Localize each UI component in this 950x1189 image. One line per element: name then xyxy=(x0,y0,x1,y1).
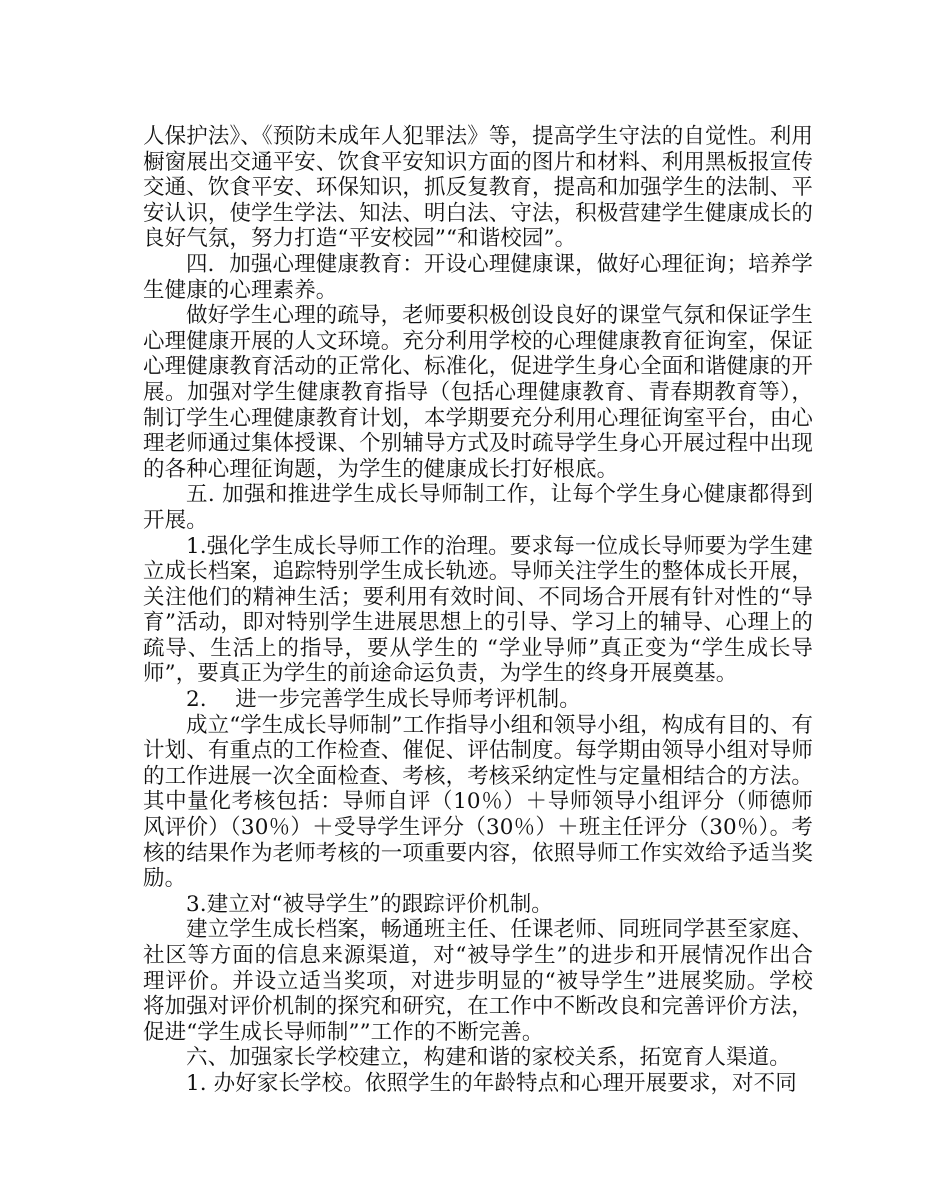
paragraph-2: 四．加强心理健康教育：开设心理健康课，做好心理征询；培养学生健康的心理素养。 xyxy=(143,251,813,303)
paragraph-9: 建立学生成长档案，畅通班主任、任课老师、同班同学甚至家庭、社区等方面的信息来源渠道，对“被导学生”的进步和开展情况作出合理评价。并设立适当奖项，对进步明显的“被导学生”进展奖励。学校将加强对评价机制的探究和研究，在工作中不断改良和完善评价方法，促进“学生成长导师制””工作的不断完善。 xyxy=(143,917,813,1045)
paragraph-6: 2. 进一步完善学生成长导师考评机制。 xyxy=(186,687,581,713)
paragraph-7: 成立“学生成长导师制”工作指导小组和领导小组，构成有目的、有计划、有重点的工作检查、催促、评估制度。每学期由领导小组对导师的工作进展一次全面检查、考核，考核采纳定性与定量相结合的方法。其中量化考核包括：导师自评（10％）＋导师领导小组评分（师德师风评价）（30％）＋受导学生评分（30％）＋班主任评分（30％）。考核的结果作为老师考核的一项重要内容，依照导师工作实效给予适当奖励。 xyxy=(143,712,813,892)
paragraph-8: 3.建立对“被导学生”的跟踪评价机制。 xyxy=(186,891,553,917)
paragraph-5: 1.强化学生成长导师工作的治理。要求每一位成长导师要为学生建立成长档案，追踪特别学生成长轨迹。导师关注学生的整体成长开展，关注他们的精神生活；要利用有效时间、不同场合开展有针对性的“导育”活动，即对特别学生进展思想上的引导、学习上的辅导、心理上的疏导、生活上的指导，要从学生的 “学业导师”真正变为“学生成长导师”，要真正为学生的前途命运负责，为学生的终身开展奠基。 xyxy=(143,533,813,687)
paragraph-4: 五. 加强和推进学生成长导师制工作，让每个学生身心健康都得到开展。 xyxy=(143,482,813,533)
document-body xyxy=(143,124,813,1097)
paragraph-11: 1. 办好家长学校。依照学生的年龄特点和心理开展要求，对不同 xyxy=(186,1070,797,1096)
paragraph-10: 六、加强家长学校建立，构建和谐的家校关系，拓宽育人渠道。 xyxy=(186,1045,791,1071)
paragraph-3: 做好学生心理的疏导，老师要积极创设良好的课堂气氛和保证学生心理健康开展的人文环境。充分利用学校的心理健康教育征询室，保证心理健康教育活动的正常化、标准化，促进学生身心全面和谐健康的开展。加强对学生健康教育指导（包括心理健康教育、青春期教育等），制订学生心理健康教育计划，本学期要充分利用心理征询室平台，由心理老师通过集体授课、个别辅导方式及时疏导学生身心开展过程中出现的各种心理征询题，为学生的健康成长打好根底。 xyxy=(143,303,813,482)
paragraph-1: 人保护法》、《预防未成年人犯罪法》等，提高学生守法的自觉性。利用橱窗展出交通平安、饮食平安知识方面的图片和材料、利用黑板报宣传交通、饮食平安、环保知识，抓反复教育，提高和加强学生的法制、平安认识，使学生学法、知法、明白法、守法，积极营建学生健康成长的良好气氛，努力打造“平安校园”“和谐校园”。 xyxy=(143,124,813,252)
